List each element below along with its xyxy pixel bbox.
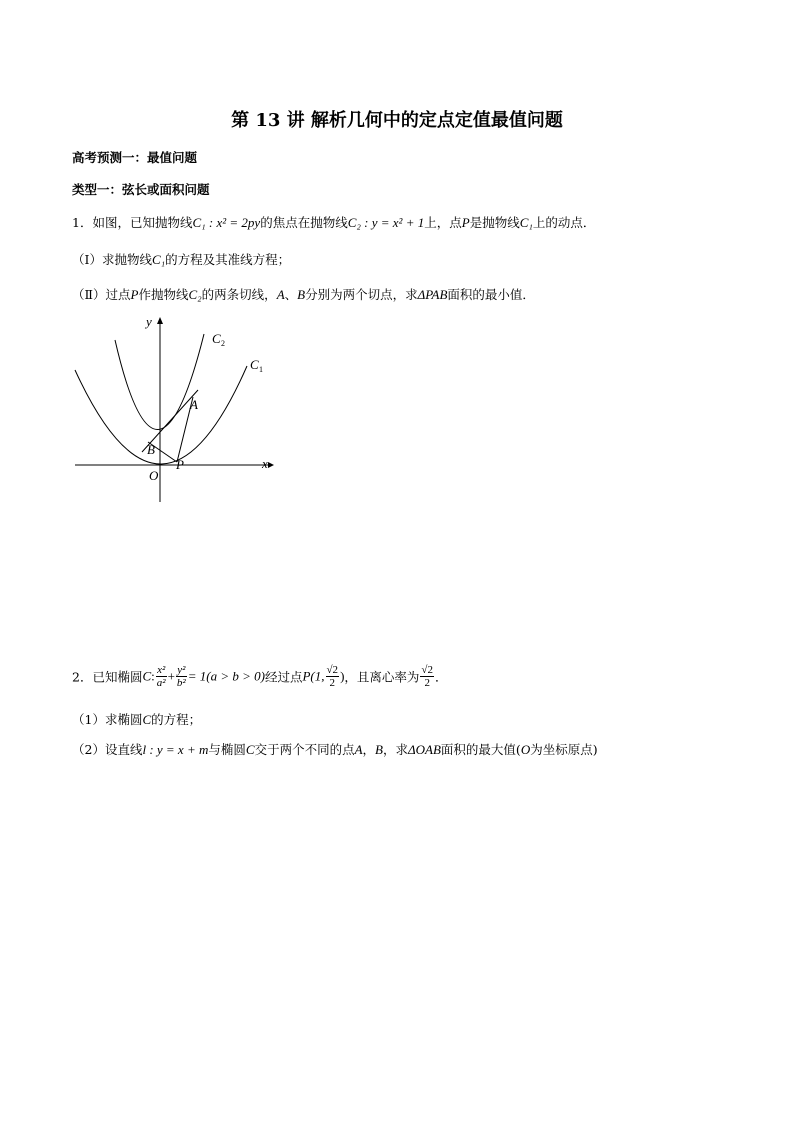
q2-fraction-x bbox=[156, 664, 167, 689]
q1-point-p: P bbox=[461, 215, 470, 230]
q1-text-2: 的焦点在抛物线 bbox=[260, 215, 348, 230]
q2-fraction-y-num: y² bbox=[177, 664, 186, 676]
q2-part2-text-e: 面积的最大值( bbox=[440, 742, 521, 757]
q1-part2-a: A bbox=[276, 287, 285, 302]
q2-part2-c: C bbox=[245, 742, 255, 757]
q1-part2-b: B bbox=[297, 287, 306, 302]
q1-part1-text-b: 的方程及其准线方程； bbox=[165, 252, 291, 267]
c1-label: C bbox=[250, 357, 259, 372]
q2-number: 2． bbox=[72, 669, 93, 685]
q1-part-1 bbox=[72, 250, 290, 268]
point-p-label: P bbox=[176, 457, 184, 472]
q2-text-1: 已知椭圆 bbox=[92, 669, 143, 685]
q2-part2-a: A bbox=[354, 742, 363, 757]
point-a-label: A bbox=[190, 397, 198, 412]
q1-text-4: 是抛物线 bbox=[469, 215, 520, 230]
q2-fraction-x-num: x² bbox=[157, 664, 166, 676]
q1-part2-text-d: 分别为两个切点，求 bbox=[305, 287, 418, 302]
q2-stem bbox=[72, 664, 447, 689]
q2-fraction-y-den: b² bbox=[176, 677, 186, 689]
q1-part2-p: P bbox=[130, 287, 139, 302]
q2-part-2 bbox=[72, 740, 598, 758]
q2-eccentricity-fraction bbox=[420, 664, 434, 689]
q2-part2-triangle: ΔOAB bbox=[408, 742, 441, 757]
q2-point-close: ) bbox=[340, 668, 345, 684]
q2-part1-c: C bbox=[142, 712, 152, 727]
c1-subscript: 1 bbox=[259, 365, 263, 374]
q2-point-open: P(1, bbox=[302, 668, 325, 684]
q2-part2-text-b: 与椭圆 bbox=[208, 742, 246, 757]
q2-part2-comma: ， bbox=[362, 742, 376, 757]
q2-part2-text-a: （2）设直线 bbox=[72, 742, 143, 757]
q1-part1-c1: C₁ bbox=[151, 252, 166, 267]
page-title: 第 13 讲 解析几何中的定点定值最值问题 bbox=[231, 110, 563, 131]
q1-part-2 bbox=[72, 285, 535, 303]
q2-eccentricity-den: 2 bbox=[424, 677, 430, 689]
q2-fraction-y bbox=[176, 664, 187, 689]
q1-part2-sep: 、 bbox=[284, 287, 298, 302]
q2-part2-o: O bbox=[520, 742, 531, 757]
q1-text-1: 如图，已知抛物线 bbox=[92, 215, 193, 230]
q1-part2-text-b: 作抛物线 bbox=[138, 287, 189, 302]
q2-plus: + bbox=[167, 668, 175, 684]
q1-number: 1． bbox=[72, 215, 93, 230]
q2-part1-text-b: 的方程； bbox=[151, 712, 202, 727]
q1-part2-text-c: 的两条切线， bbox=[201, 287, 277, 302]
q2-point-fraction bbox=[326, 664, 340, 689]
origin-label: O bbox=[149, 468, 159, 483]
y-axis-label: y bbox=[146, 314, 152, 329]
q1-c1-equation: C₁ : x² = 2py bbox=[192, 215, 261, 230]
q2-part1-text-a: （1）求椭圆 bbox=[72, 712, 143, 727]
parabola-figure bbox=[70, 312, 280, 512]
y-axis-arrow bbox=[157, 317, 163, 324]
c2-label: C bbox=[212, 331, 221, 346]
type-heading: 类型一：弦长或面积问题 bbox=[72, 182, 210, 197]
q2-eccentricity-num: √2 bbox=[421, 664, 433, 676]
q1-part2-text-a: （Ⅱ）过点 bbox=[72, 287, 131, 302]
q1-part2-text-e: 面积的最小值． bbox=[447, 287, 535, 302]
q2-equation-rhs: = 1(a > b > 0) bbox=[187, 668, 265, 684]
q2-part-1 bbox=[72, 710, 201, 728]
q2-fraction-x-den: a² bbox=[156, 677, 166, 689]
q2-part2-text-c: 交于两个不同的点 bbox=[254, 742, 355, 757]
q1-part2-c2: C₂ bbox=[188, 287, 202, 302]
q1-c2-equation: C₂ : y = x² + 1 bbox=[347, 215, 425, 230]
point-b-label: B bbox=[147, 442, 155, 457]
q1-part2-triangle: ΔPAB bbox=[417, 287, 448, 302]
x-axis-arrow bbox=[268, 462, 274, 468]
q2-point-fraction-den: 2 bbox=[329, 677, 336, 689]
q2-text-4: ． bbox=[434, 669, 448, 685]
q2-text-3: ，且离心率为 bbox=[344, 669, 420, 685]
q2-ellipse-c: C bbox=[142, 668, 152, 684]
q2-line-equation: l : y = x + m bbox=[142, 742, 209, 757]
q2-text-2: 经过点 bbox=[264, 669, 303, 685]
q2-part2-text-f: 为坐标原点) bbox=[530, 742, 598, 757]
q2-colon: : bbox=[151, 668, 155, 684]
q1-stem bbox=[72, 213, 595, 231]
x-axis-label: x bbox=[262, 456, 268, 471]
q1-text-3: 上，点 bbox=[424, 215, 462, 230]
q1-text-5: 上的动点． bbox=[532, 215, 596, 230]
q2-part2-text-d: ，求 bbox=[383, 742, 409, 757]
c2-subscript: 2 bbox=[221, 339, 225, 348]
q1-c1-label: C₁ bbox=[519, 215, 533, 230]
q2-point-fraction-num: √2 bbox=[326, 664, 339, 676]
section-heading: 高考预测一：最值问题 bbox=[72, 150, 198, 165]
q2-part2-b: B bbox=[375, 742, 383, 757]
parabola-c1 bbox=[75, 366, 247, 464]
q1-part1-text: （Ⅰ）求抛物线 bbox=[72, 252, 152, 267]
